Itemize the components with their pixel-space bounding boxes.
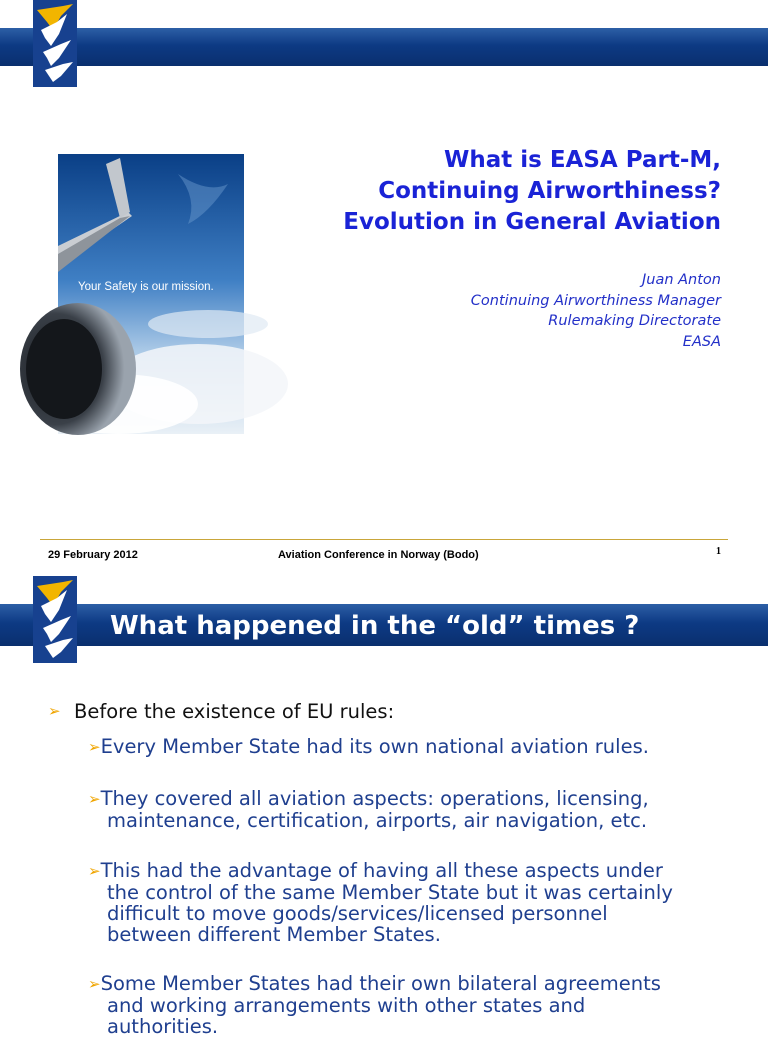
author-organization: EASA (682, 333, 721, 350)
sub-bullet-line: Some Member States had their own bilateral agreements (100, 972, 661, 995)
sub-bullet-line: Every Member State had its own national aviation rules. (100, 735, 649, 758)
photo-caption: Your Safety is our mission. (78, 281, 214, 293)
page-number: 1 (716, 546, 721, 557)
bullet-item (48, 700, 394, 723)
sub-bullet-line: and working arrangements with other states and (107, 994, 586, 1017)
author-block (471, 270, 721, 352)
easa-logo-icon (33, 576, 77, 663)
sub-bullet-item (88, 736, 649, 758)
slide-2 (0, 576, 768, 1038)
author-name: Juan Anton (641, 272, 721, 288)
slide-title (343, 145, 721, 238)
bullet-arrow-icon: ➢ (88, 975, 101, 993)
author-role: Continuing Airworthiness Manager (470, 292, 721, 309)
sub-bullet-line: the control of the same Member State but it was certainly (107, 881, 673, 904)
sub-bullet-item (88, 788, 649, 831)
sub-bullet-item (88, 860, 673, 945)
title-line: Continuing Airworthiness? (378, 178, 721, 204)
header-band (0, 28, 768, 66)
sub-bullet-line: authorities. (107, 1015, 219, 1038)
sub-bullet-line: They covered all aviation aspects: operations, licensing, (100, 787, 649, 810)
footer-date: 29 February 2012 (48, 549, 138, 561)
title-line: Evolution in General Aviation (343, 209, 721, 235)
title-line: What is EASA Part-M, (444, 147, 721, 173)
bullet-arrow-icon: ➢ (48, 702, 61, 720)
sub-bullet-line: between different Member States. (107, 923, 441, 946)
footer-divider (40, 539, 728, 540)
sub-bullet-item (88, 973, 661, 1037)
sub-bullet-line: This had the advantage of having all these aspects under (100, 859, 663, 882)
footer-event: Aviation Conference in Norway (Bodo) (278, 549, 479, 561)
bullet-text: Before the existence of EU rules: (74, 700, 395, 723)
author-directorate: Rulemaking Directorate (548, 313, 721, 329)
slide-title: What happened in the “old” times ? (110, 611, 640, 641)
easa-logo-icon (33, 0, 77, 87)
bullet-arrow-icon: ➢ (88, 790, 101, 808)
aircraft-wing-photo (58, 154, 244, 434)
sub-bullet-line: maintenance, certification, airports, air navigation, etc. (107, 809, 648, 832)
aircraft-wing-image-icon (58, 154, 244, 434)
sub-bullet-line: difficult to move goods/services/licensed personnel (107, 902, 608, 925)
bullet-arrow-icon: ➢ (88, 862, 101, 880)
bullet-arrow-icon: ➢ (88, 738, 101, 756)
